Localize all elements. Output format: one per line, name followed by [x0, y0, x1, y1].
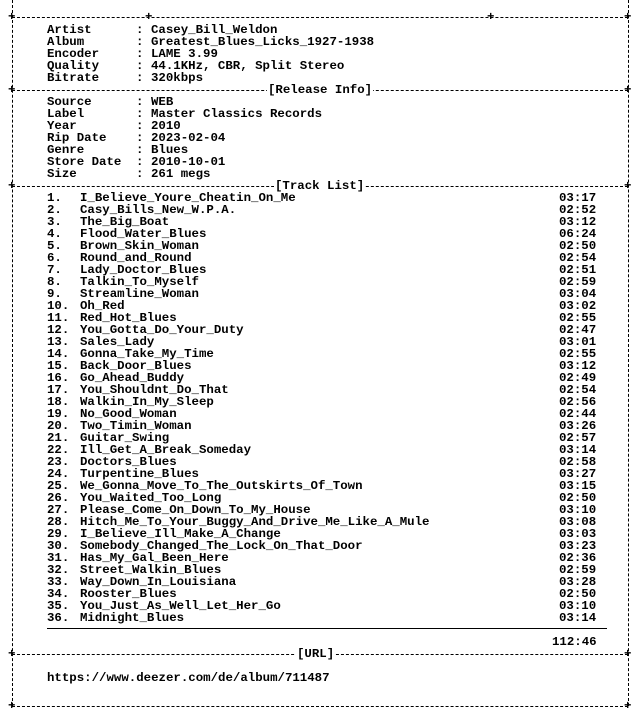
track-duration: 02:58: [559, 455, 597, 469]
info-value: 44.1KHz, CBR, Split Stereo: [151, 59, 345, 73]
track-title: Rooster_Blues: [80, 587, 177, 601]
track-number: 34.: [47, 587, 70, 601]
track-title: Red_Hot_Blues: [80, 311, 177, 325]
track-title: Way_Down_In_Louisiana: [80, 575, 237, 589]
track-number: 18.: [47, 395, 70, 409]
track-title: Has_My_Gal_Been_Here: [80, 551, 229, 565]
info-key: Artist: [47, 23, 92, 37]
track-number: 20.: [47, 419, 70, 433]
track-title: You_Shouldnt_Do_That: [80, 383, 229, 397]
info-colon: :: [136, 35, 144, 49]
divider-corner: +: [624, 647, 632, 661]
divider-corner: +: [624, 179, 632, 193]
track-number: 13.: [47, 335, 70, 349]
info-key: Label: [47, 107, 85, 121]
track-duration: 02:54: [559, 383, 597, 397]
track-title: The_Big_Boat: [80, 215, 170, 229]
info-value: WEB: [151, 95, 174, 109]
track-duration: 02:56: [559, 395, 597, 409]
info-value: Greatest_Blues_Licks_1927-1938: [151, 35, 375, 49]
track-duration: 03:08: [559, 515, 597, 529]
track-number: 11.: [47, 311, 70, 325]
track-number: 28.: [47, 515, 70, 529]
track-duration: 02:36: [559, 551, 597, 565]
track-duration: 02:57: [559, 431, 597, 445]
track-number: 27.: [47, 503, 70, 517]
track-duration: 03:23: [559, 539, 597, 553]
info-key: Bitrate: [47, 71, 100, 85]
track-title: I_Believe_Ill_Make_A_Change: [80, 527, 281, 541]
track-title: Midnight_Blues: [80, 611, 185, 625]
track-duration: 02:55: [559, 311, 597, 325]
info-key: Encoder: [47, 47, 100, 61]
track-number: 4.: [47, 227, 62, 241]
track-duration: 03:02: [559, 299, 597, 313]
track-number: 15.: [47, 359, 70, 373]
divider-corner: +: [624, 83, 632, 97]
track-title: Hitch_Me_To_Your_Buggy_And_Drive_Me_Like_A_Mule: [80, 515, 430, 529]
track-duration: 02:59: [559, 275, 597, 289]
track-duration: 02:50: [559, 491, 597, 505]
track-number: 21.: [47, 431, 70, 445]
info-colon: :: [136, 59, 144, 73]
track-duration: 02:49: [559, 371, 597, 385]
info-value: 2023-02-04: [151, 131, 226, 145]
track-title: Sales_Lady: [80, 335, 155, 349]
track-number: 5.: [47, 239, 62, 253]
track-title: We_Gonna_Move_To_The_Outskirts_Of_Town: [80, 479, 363, 493]
track-duration: 03:03: [559, 527, 597, 541]
info-value: Casey_Bill_Weldon: [151, 23, 278, 37]
track-title: Lady_Doctor_Blues: [80, 263, 207, 277]
track-number: 25.: [47, 479, 70, 493]
track-title: Guitar_Swing: [80, 431, 170, 445]
track-number: 36.: [47, 611, 70, 625]
info-colon: :: [136, 71, 144, 85]
divider-corner: +: [8, 83, 16, 97]
section-divider: [12, 706, 628, 707]
track-duration: 02:50: [559, 587, 597, 601]
track-title: You_Waited_Too_Long: [80, 491, 222, 505]
track-number: 23.: [47, 455, 70, 469]
track-title: Ill_Get_A_Break_Someday: [80, 443, 252, 457]
divider-corner: +: [624, 10, 632, 24]
info-colon: :: [136, 167, 144, 181]
track-title: You_Just_As_Well_Let_Her_Go: [80, 599, 281, 613]
track-number: 19.: [47, 407, 70, 421]
track-duration: 02:54: [559, 251, 597, 265]
divider-corner: +: [8, 699, 16, 713]
info-value: Master Classics Records: [151, 107, 323, 121]
track-title: Talkin_To_Myself: [80, 275, 199, 289]
info-value: 2010: [151, 119, 181, 133]
track-number: 14.: [47, 347, 70, 361]
track-title: Somebody_Changed_The_Lock_On_That_Door: [80, 539, 363, 553]
track-duration: 03:27: [559, 467, 597, 481]
divider-corner: +: [487, 10, 495, 24]
track-number: 3.: [47, 215, 62, 229]
track-title: I_Believe_Youre_Cheatin_On_Me: [80, 191, 296, 205]
track-duration: 03:14: [559, 611, 597, 625]
track-number: 10.: [47, 299, 70, 313]
total-duration: 112:46: [552, 635, 597, 649]
info-value: 2010-10-01: [151, 155, 226, 169]
divider-corner: +: [624, 699, 632, 713]
track-number: 6.: [47, 251, 62, 265]
info-key: Source: [47, 95, 92, 109]
track-duration: 06:24: [559, 227, 597, 241]
info-colon: :: [136, 131, 144, 145]
info-key: Year: [47, 119, 77, 133]
divider-corner: +: [8, 10, 16, 24]
frame-border: [12, 0, 13, 706]
track-title: Walkin_In_My_Sleep: [80, 395, 214, 409]
track-title: Streamline_Woman: [80, 287, 199, 301]
track-number: 16.: [47, 371, 70, 385]
track-number: 26.: [47, 491, 70, 505]
track-duration: 03:26: [559, 419, 597, 433]
track-number: 7.: [47, 263, 62, 277]
section-title: [URL]: [297, 647, 335, 661]
track-title: Brown_Skin_Woman: [80, 239, 199, 253]
section-title: [Release Info]: [268, 83, 373, 97]
info-key: Genre: [47, 143, 85, 157]
info-colon: :: [136, 95, 144, 109]
track-title: You_Gotta_Do_Your_Duty: [80, 323, 244, 337]
track-duration: 03:12: [559, 359, 597, 373]
info-value: 320kbps: [151, 71, 204, 85]
info-key: Size: [47, 167, 77, 181]
track-title: Flood_Water_Blues: [80, 227, 207, 241]
track-number: 22.: [47, 443, 70, 457]
section-divider: [12, 17, 628, 18]
track-duration: 02:55: [559, 347, 597, 361]
track-number: 1.: [47, 191, 62, 205]
track-title: Two_Timin_Woman: [80, 419, 192, 433]
track-title: Doctors_Blues: [80, 455, 177, 469]
track-number: 31.: [47, 551, 70, 565]
info-colon: :: [136, 143, 144, 157]
track-duration: 02:52: [559, 203, 597, 217]
track-title: Gonna_Take_My_Time: [80, 347, 214, 361]
info-key: Store Date: [47, 155, 122, 169]
track-duration: 03:04: [559, 287, 597, 301]
track-duration: 03:17: [559, 191, 597, 205]
info-value: Blues: [151, 143, 189, 157]
frame-border: [628, 0, 629, 706]
track-title: Casy_Bills_New_W.P.A.: [80, 203, 237, 217]
track-duration: 03:10: [559, 599, 597, 613]
track-duration: 02:51: [559, 263, 597, 277]
section-title: [Track List]: [275, 179, 365, 193]
info-key: Rip Date: [47, 131, 107, 145]
info-key: Quality: [47, 59, 100, 73]
track-number: 9.: [47, 287, 62, 301]
track-number: 35.: [47, 599, 70, 613]
track-duration: 03:14: [559, 443, 597, 457]
info-colon: :: [136, 107, 144, 121]
info-colon: :: [136, 155, 144, 169]
track-title: Please_Come_On_Down_To_My_House: [80, 503, 311, 517]
track-duration: 03:01: [559, 335, 597, 349]
track-title: Go_Ahead_Buddy: [80, 371, 185, 385]
track-duration: 03:10: [559, 503, 597, 517]
track-number: 17.: [47, 383, 70, 397]
info-value: LAME 3.99: [151, 47, 218, 61]
track-title: Street_Walkin_Blues: [80, 563, 222, 577]
info-colon: :: [136, 119, 144, 133]
track-duration: 03:28: [559, 575, 597, 589]
divider-corner: +: [145, 10, 153, 24]
track-duration: 03:12: [559, 215, 597, 229]
divider-corner: +: [8, 647, 16, 661]
info-value: 261 megs: [151, 167, 211, 181]
divider-corner: +: [8, 179, 16, 193]
track-number: 32.: [47, 563, 70, 577]
track-number: 24.: [47, 467, 70, 481]
album-url: https://www.deezer.com/de/album/711487: [47, 671, 330, 685]
track-title: Turpentine_Blues: [80, 467, 199, 481]
track-duration: 02:50: [559, 239, 597, 253]
track-duration: 03:15: [559, 479, 597, 493]
track-number: 29.: [47, 527, 70, 541]
info-key: Album: [47, 35, 85, 49]
track-number: 2.: [47, 203, 62, 217]
total-underline: [47, 628, 607, 629]
track-title: Oh_Red: [80, 299, 125, 313]
track-number: 8.: [47, 275, 62, 289]
track-duration: 02:47: [559, 323, 597, 337]
track-number: 30.: [47, 539, 70, 553]
track-number: 12.: [47, 323, 70, 337]
info-colon: :: [136, 23, 144, 37]
track-title: No_Good_Woman: [80, 407, 177, 421]
track-title: Round_and_Round: [80, 251, 192, 265]
track-duration: 02:59: [559, 563, 597, 577]
track-duration: 02:44: [559, 407, 597, 421]
info-colon: :: [136, 47, 144, 61]
track-number: 33.: [47, 575, 70, 589]
track-title: Back_Door_Blues: [80, 359, 192, 373]
